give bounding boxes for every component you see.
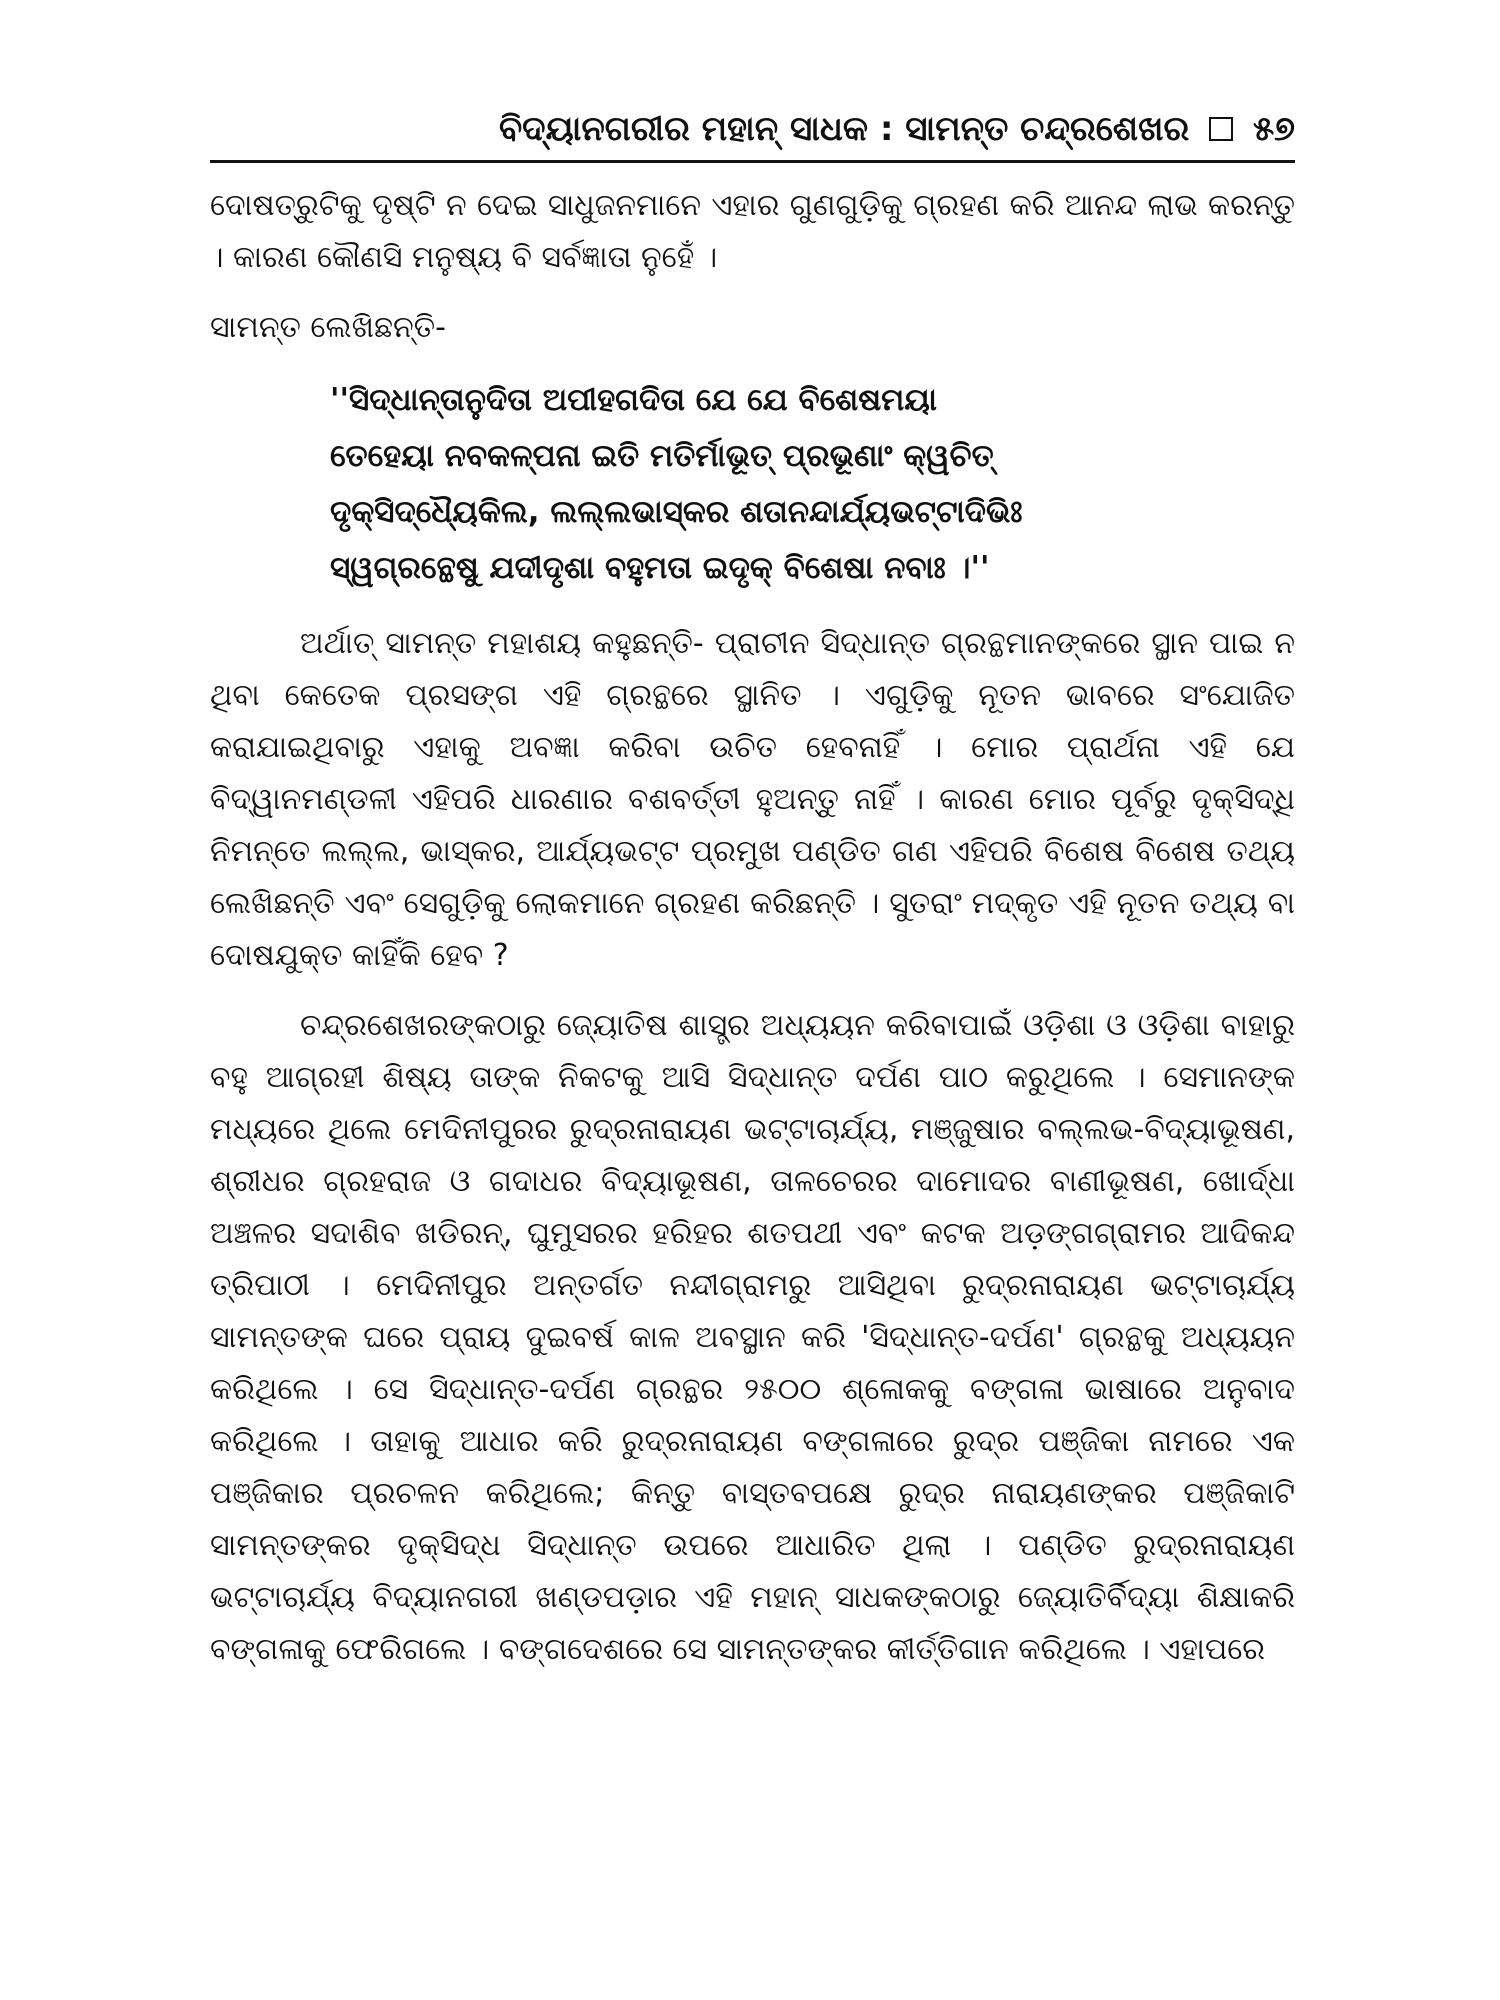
paragraph-4: ଚନ୍ଦ୍ରଶେଖରଙ୍କଠାରୁ ଜ୍ୟୋତିଷ ଶାସ୍ତ୍ର ଅଧ୍ୟୟନ କରିବାପାଇଁ ଓଡ଼ିଶା ଓ ଓଡ଼ିଶା ବାହାରୁ ବହୁ ଆଗ୍ରହୀ ଶିଷ୍ୟ ତାଙ୍କ ନିକଟକୁ ଆସି ସିଦ୍ଧାନ୍ତ ଦର୍ପଣ ପାଠ କରୁଥିଲେ । ସେମାନଙ୍କ ମଧ୍ୟରେ ଥିଲେ ମେଦିନୀପୁରର ରୁଦ୍ରନାରାୟଣ ଭଟ୍ଟାଚାର୍ଯ୍ୟ, ମଞ୍ଜୁଷାର ବଲ୍ଲଭ-ବିଦ୍ୟାଭୂଷଣ, ଶ୍ରୀଧର ଗ୍ରହରାଜ ଓ ଗଦାଧର ବିଦ୍ୟାଭୂଷଣ, ତାଳଚେରର ଦାମୋଦର ବାଣୀଭୂଷଣ, ଖୋର୍ଦ୍ଧା ଅଞ୍ଚଳର ସଦାଶିବ ଖଡିରନ୍, ଘୁମୁସରର ହରିହର ଶତପଥୀ ଏବଂ କଟକ ଅଡ଼ଙ୍ଗଗ୍ରାମର ଆଦିକନ୍ଦ ତ୍ରିପାଠୀ । ମେଦିନୀପୁର ଅନ୍ତର୍ଗତ ନନ୍ଦୀଗ୍ରାମରୁ ଆସିଥିବା ରୁଦ୍ରନାରାୟଣ ଭଟ୍ଟାଚାର୍ଯ୍ୟ ସାମନ୍ତଙ୍କ ଘରେ ପ୍ରାୟ ଦୁଇବର୍ଷ କାଳ ଅବସ୍ଥାନ କରି 'ସିଦ୍ଧାନ୍ତ-ଦର୍ପଣ' ଗ୍ରନ୍ଥକୁ ଅଧ୍ୟୟନ କରିଥିଲେ । ସେ ସିଦ୍ଧାନ୍ତ-ଦର୍ପଣ ଗ୍ରନ୍ଥର ୨୫୦୦ ଶ୍ଳୋକକୁ ବଙ୍ଗଳା ଭାଷାରେ ଅନୁବାଦ କରିଥିଲେ । ତାହାକୁ ଆଧାର କରି ରୁଦ୍ରନାରାୟଣ ବଙ୍ଗଳାରେ ରୁଦ୍ର ପଞ୍ଜିକା ନାମରେ ଏକ ପଞ୍ଜିକାର ପ୍ରଚଳନ କରିଥିଲେ; କିନ୍ତୁ ବାସ୍ତବପକ୍ଷେ ରୁଦ୍ର ନାରାୟଣଙ୍କର ପଞ୍ଜିକାଟି ସାମନ୍ତଙ୍କର ଦୃକ୍‌ସିଦ୍ଧ ସିଦ୍ଧାନ୍ତ ଉପରେ ଆଧାରିତ ଥିଲା । ପଣ୍ଡିତ ରୁଦ୍ରନାରାୟଣ ଭଟ୍ଟାଚାର୍ଯ୍ୟ ବିଦ୍ୟାନଗରୀ ଖଣ୍ଡପଡ଼ାର ଏହି ମହାନ୍ ସାଧକଙ୍କଠାରୁ ଜ୍ୟୋତିର୍ବିଦ୍ୟା ଶିକ୍ଷାକରି ବଙ୍ଗଳାକୁ ଫେରିଗଲେ । ବଙ୍ଗଦେଶରେ ସେ ସାମନ୍ତଙ୍କର କୀର୍ତ୍ତିଗାନ କରିଥିଲେ । ଏହାପରେ [210,1008,1295,1667]
body-text [210,180,1295,1694]
sanskrit-verse [330,372,1295,596]
verse-line-3: ଦୃକ୍‌ସିଦ୍ଧ୍ୟୈକିଲ, ଲଲ୍ଲଭାସ୍କର ଶତାନନ୍ଦାର୍ଯ୍ୟଭଟ୍ଟାଦିଭିଃ [330,494,1023,530]
verse-line-1: ''ସିଦ୍ଧାନ୍ତାନୁଦିତା ଅପୀହଗଦିତା ଯେ ଯେ ବିଶେଷମୟା [330,382,937,418]
square-bullet-icon [1209,117,1233,141]
page-number: ୫୭ [1252,109,1295,149]
header-rule [210,160,1295,163]
paragraph-3: ଅର୍ଥାତ୍ ସାମନ୍ତ ମହାଶୟ କହୁଛନ୍ତି- ପ୍ରାଚୀନ ସିଦ୍ଧାନ୍ତ ଗ୍ରନ୍ଥମାନଙ୍କରେ ସ୍ଥାନ ପାଇ ନ ଥିବା କେତେକ ପ୍ରସଙ୍ଗ ଏହି ଗ୍ରନ୍ଥରେ ସ୍ଥାନିତ । ଏଗୁଡ଼ିକୁ ନୂତନ ଭାବରେ ସଂଯୋଜିତ କରାଯାଇଥିବାରୁ ଏହାକୁ ଅବଜ୍ଞା କରିବା ଉଚିତ ହେବନାହିଁ । ମୋର ପ୍ରାର୍ଥନା ଏହି ଯେ ବିଦ୍ୱାନମଣ୍ଡଳୀ ଏହିପରି ଧାରଣାର ବଶବର୍ତ୍ତୀ ହୁଅନ୍ତୁ ନାହିଁ । କାରଣ ମୋର ପୂର୍ବରୁ ଦୃକ୍‌ସିଦ୍ଧି ନିମନ୍ତେ ଲଲ୍ଲ, ଭାସ୍କର, ଆର୍ଯ୍ୟଭଟ୍ଟ ପ୍ରମୁଖ ପଣ୍ଡିତ ଗଣ ଏହିପରି ବିଶେଷ ବିଶେଷ ତଥ୍ୟ ଲେଖିଛନ୍ତି ଏବଂ ସେଗୁଡ଼ିକୁ ଲୋକମାନେ ଗ୍ରହଣ କରିଛନ୍ତି । ସୁତରାଂ ମଦ୍‌କୃତ ଏହି ନୂତନ ତଥ୍ୟ ବା ଦୋଷଯୁକ୍ତ କାହିଁକି ହେବ ? [210,626,1295,973]
verse-line-2: ତେହେୟା ନବକଳ୍ପନା ଇତି ମତିର୍ମାଭୂତ୍ ପ୍ରଭୂଣାଂ କ୍ୱଚିତ୍ [330,438,994,474]
paragraph-1: ଦୋଷତ୍ରୁଟିକୁ ଦୃଷ୍ଟି ନ ଦେଇ ସାଧୁଜନମାନେ ଏହାର ଗୁଣଗୁଡ଼ିକୁ ଗ୍ରହଣ କରି ଆନନ୍ଦ ଲାଭ କରନ୍ତୁ । କାରଣ କୌଣସି ମନୁଷ୍ୟ ବି ସର୍ବଜ୍ଞାତା ନୁହେଁ । [210,188,1295,275]
header-title: ବିଦ୍ୟାନଗରୀର ମହାନ୍ ସାଧକ : ସାମନ୍ତ ଚନ୍ଦ୍ରଶେଖର [498,109,1190,149]
running-header [210,104,1295,154]
verse-line-4: ସ୍ୱଗ୍ରନ୍ଥେଷୁ ଯଦୀଦୃଶା ବହୁମତା ଇଦୃକ୍ ବିଶେଷା ନବାଃ ।'' [330,550,990,586]
paragraph-2: ସାମନ୍ତ ଲେଖିଛନ୍ତି- [210,310,446,345]
